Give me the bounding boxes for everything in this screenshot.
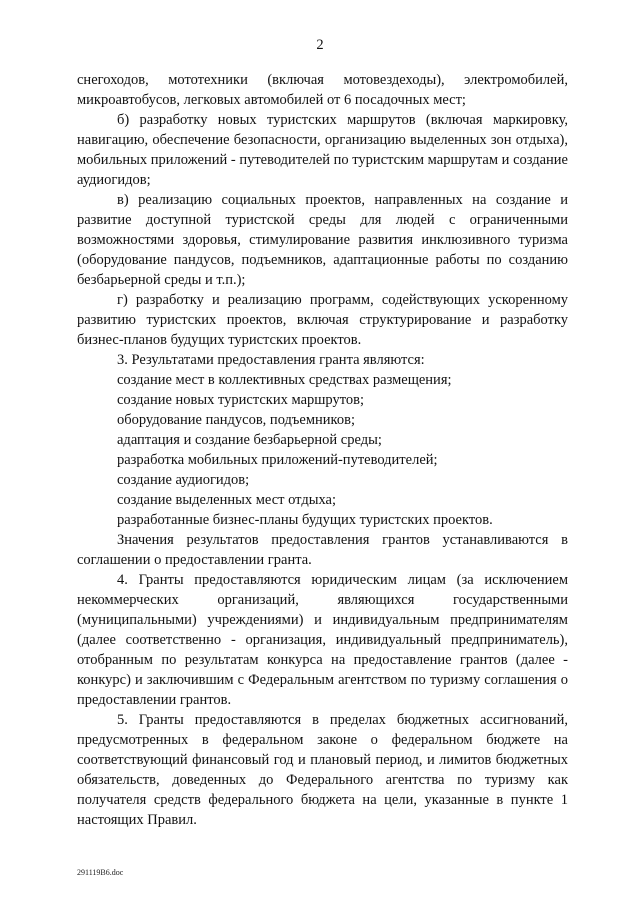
result-item: адаптация и создание безбарьерной среды; <box>117 432 382 448</box>
paragraph-item-b: б) разработку новых туристских маршрутов (включая маркировку, навигацию, обеспечение безопасности, организацию выделенных зон отдыха), мобильных приложений - путеводителей по туристским маршрутам и создание аудиогидов; <box>77 112 568 188</box>
paragraph-continuation: снегоходов, мототехники (включая мотовездеходы), электромобилей, микроавтобусов, легковых автомобилей от 6 посадочных мест; <box>77 72 568 108</box>
paragraph-item-g: г) разработку и реализацию программ, содействующих ускоренному развитию туристских проектов, включая структурирование и разработку бизнес-планов будущих туристских проектов. <box>77 292 568 348</box>
paragraph-item-v: в) реализацию социальных проектов, направленных на создание и развитие доступной туристской среды для людей с ограниченными возможностями здоровья, стимулирование развития инклюзивного туризма (оборудование пандусов, подъемников, адаптационные работы по созданию безбарьерной среды и т.п.); <box>77 192 568 288</box>
result-item: разработка мобильных приложений-путеводителей; <box>117 452 438 468</box>
result-item: оборудование пандусов, подъемников; <box>117 412 355 428</box>
result-item: создание новых туристских маршрутов; <box>117 392 364 408</box>
result-item: создание выделенных мест отдыха; <box>117 492 336 508</box>
paragraph-section-4: 4. Гранты предоставляются юридическим лицам (за исключением некоммерческих организаций, являющихся государственными (муниципальными) учреждениями) и индивидуальным предпринимателям (далее соответственно - организация, индивидуальный предприниматель), отобранным по результатам конкурса на предоставление грантов (далее - конкурс) и заключившим с Федеральным агентством по туризму соглашения о предоставлении грантов. <box>77 572 568 708</box>
footer-file-name: 291119В6.doc <box>77 868 124 877</box>
result-item: создание аудиогидов; <box>117 472 250 488</box>
document-body <box>77 70 568 830</box>
page-number: 2 <box>316 37 324 53</box>
paragraph-result-values: Значения результатов предоставления грантов устанавливаются в соглашении о предоставлении гранта. <box>77 532 568 568</box>
paragraph-section-5: 5. Гранты предоставляются в пределах бюджетных ассигнований, предусмотренных в федеральном законе о федеральном бюджете на соответствующий финансовый год и плановый период, и лимитов бюджетных обязательств, доведенных до Федерального агентства по туризму как получателя средств федерального бюджета на цели, указанные в пункте 1 настоящих Правил. <box>77 712 568 828</box>
result-item: создание мест в коллективных средствах размещения; <box>117 372 452 388</box>
result-item: разработанные бизнес-планы будущих туристских проектов. <box>117 512 493 528</box>
paragraph-section-3: 3. Результатами предоставления гранта являются: <box>117 352 425 368</box>
